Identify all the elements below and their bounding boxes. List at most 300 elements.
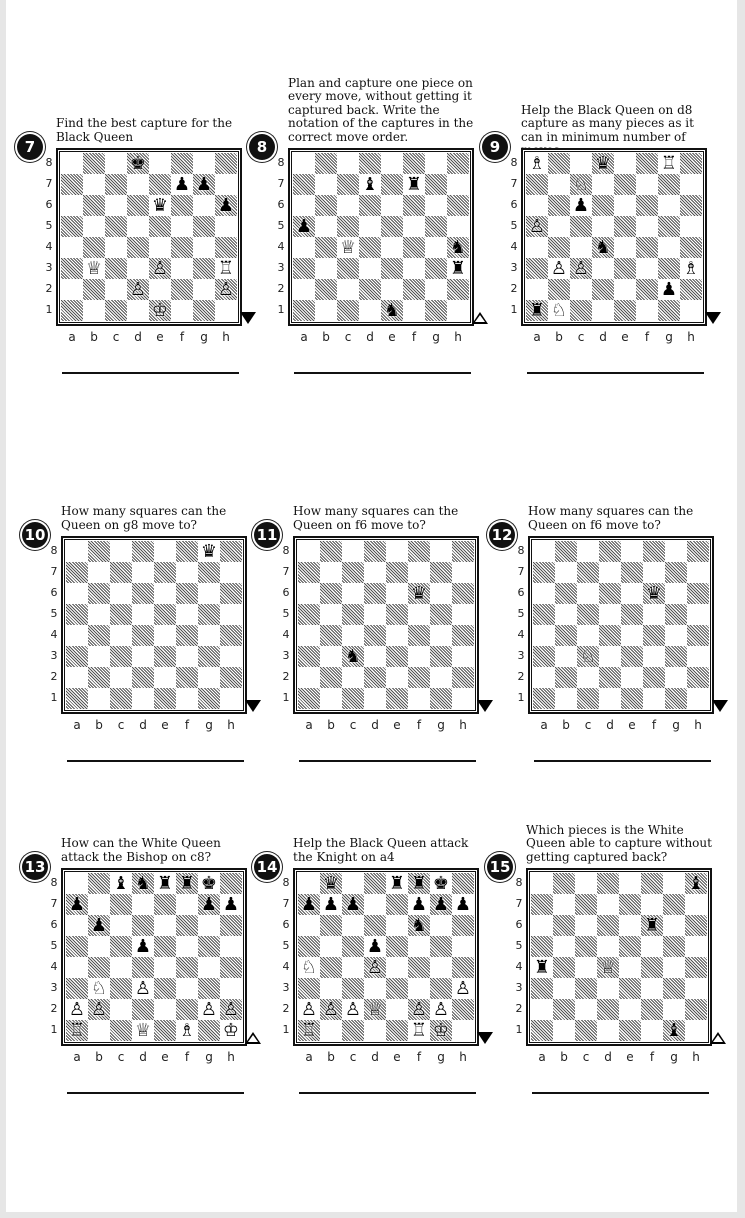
- square-f6[interactable]: [171, 195, 193, 216]
- square-c4[interactable]: [110, 957, 132, 978]
- square-b4[interactable]: [555, 625, 577, 646]
- square-f3[interactable]: [176, 978, 198, 999]
- square-b7[interactable]: [555, 562, 577, 583]
- square-d5[interactable]: [597, 936, 619, 957]
- square-g5[interactable]: [430, 936, 452, 957]
- square-f2[interactable]: [641, 999, 663, 1020]
- square-b8[interactable]: [320, 541, 342, 562]
- square-a7[interactable]: [61, 174, 83, 195]
- square-a3[interactable]: [66, 646, 88, 667]
- white-knight-icon[interactable]: ♘: [300, 957, 318, 978]
- square-b4[interactable]: [553, 957, 575, 978]
- square-f6[interactable]: [636, 195, 658, 216]
- square-f2[interactable]: [403, 279, 425, 300]
- square-c2[interactable]: [110, 667, 132, 688]
- square-b8[interactable]: [88, 541, 110, 562]
- square-b4[interactable]: [88, 957, 110, 978]
- square-f3[interactable]: [403, 258, 425, 279]
- square-a2[interactable]: [533, 667, 555, 688]
- square-h5[interactable]: [220, 936, 242, 957]
- black-rook-icon[interactable]: ♜: [405, 174, 423, 195]
- square-d1[interactable]: [599, 688, 621, 709]
- square-g4[interactable]: [658, 237, 680, 258]
- white-pawn-icon[interactable]: ♙: [550, 258, 568, 279]
- white-queen-icon[interactable]: ♕: [85, 258, 103, 279]
- white-knight-icon[interactable]: ♘: [572, 174, 590, 195]
- square-g6[interactable]: [663, 915, 685, 936]
- square-e2[interactable]: [619, 999, 641, 1020]
- square-f5[interactable]: [636, 216, 658, 237]
- square-e6[interactable]: [619, 915, 641, 936]
- square-c7[interactable]: [105, 174, 127, 195]
- black-pawn-icon[interactable]: ♟: [68, 894, 86, 915]
- white-pawn-icon[interactable]: ♙: [200, 999, 218, 1020]
- square-c4[interactable]: [575, 957, 597, 978]
- square-d3[interactable]: [599, 646, 621, 667]
- square-a6[interactable]: [298, 583, 320, 604]
- square-e4[interactable]: [149, 237, 171, 258]
- square-d6[interactable]: [359, 195, 381, 216]
- square-a4[interactable]: [61, 237, 83, 258]
- square-a2[interactable]: [293, 279, 315, 300]
- square-h7[interactable]: [447, 174, 469, 195]
- square-c3[interactable]: [575, 978, 597, 999]
- square-h1[interactable]: [680, 300, 702, 321]
- square-d6[interactable]: [127, 195, 149, 216]
- square-c8[interactable]: [337, 153, 359, 174]
- square-f4[interactable]: [636, 237, 658, 258]
- square-a8[interactable]: [61, 153, 83, 174]
- square-f7[interactable]: [176, 562, 198, 583]
- square-h8[interactable]: [220, 541, 242, 562]
- square-b4[interactable]: [548, 237, 570, 258]
- square-a3[interactable]: [526, 258, 548, 279]
- square-d1[interactable]: [132, 688, 154, 709]
- square-b6[interactable]: [553, 915, 575, 936]
- square-h8[interactable]: [680, 153, 702, 174]
- square-h1[interactable]: [447, 300, 469, 321]
- square-d8[interactable]: [132, 541, 154, 562]
- square-f3[interactable]: [176, 646, 198, 667]
- square-a2[interactable]: [61, 279, 83, 300]
- square-c7[interactable]: [110, 894, 132, 915]
- black-queen-icon[interactable]: ♛: [200, 541, 218, 562]
- black-pawn-icon[interactable]: ♟: [572, 195, 590, 216]
- square-f6[interactable]: [403, 195, 425, 216]
- square-h2[interactable]: [687, 667, 709, 688]
- square-a8[interactable]: [66, 541, 88, 562]
- square-b1[interactable]: [320, 1020, 342, 1041]
- white-king-icon[interactable]: ♔: [222, 1020, 240, 1041]
- square-h1[interactable]: [452, 688, 474, 709]
- square-d7[interactable]: [127, 174, 149, 195]
- square-d7[interactable]: [597, 894, 619, 915]
- square-c7[interactable]: [337, 174, 359, 195]
- square-g4[interactable]: [425, 237, 447, 258]
- black-knight-icon[interactable]: ♞: [344, 646, 362, 667]
- square-a4[interactable]: [66, 625, 88, 646]
- square-c4[interactable]: [105, 237, 127, 258]
- square-a5[interactable]: [66, 604, 88, 625]
- square-g7[interactable]: [425, 174, 447, 195]
- square-e2[interactable]: [386, 999, 408, 1020]
- square-a1[interactable]: [298, 688, 320, 709]
- square-d3[interactable]: [359, 258, 381, 279]
- square-a3[interactable]: [66, 978, 88, 999]
- square-g1[interactable]: [193, 300, 215, 321]
- square-d7[interactable]: [592, 174, 614, 195]
- square-e6[interactable]: [614, 195, 636, 216]
- white-pawn-icon[interactable]: ♙: [410, 999, 428, 1020]
- square-e4[interactable]: [621, 625, 643, 646]
- square-g5[interactable]: [430, 604, 452, 625]
- square-a8[interactable]: [298, 541, 320, 562]
- square-f1[interactable]: [641, 1020, 663, 1041]
- square-g2[interactable]: [430, 667, 452, 688]
- black-pawn-icon[interactable]: ♟: [217, 195, 235, 216]
- square-b1[interactable]: [555, 688, 577, 709]
- black-rook-icon[interactable]: ♜: [533, 957, 551, 978]
- square-f8[interactable]: [403, 153, 425, 174]
- square-f3[interactable]: [643, 646, 665, 667]
- black-bishop-icon[interactable]: ♝: [361, 174, 379, 195]
- square-e8[interactable]: [619, 873, 641, 894]
- square-h6[interactable]: [452, 583, 474, 604]
- square-h7[interactable]: [220, 562, 242, 583]
- square-b2[interactable]: [83, 279, 105, 300]
- square-c7[interactable]: [342, 562, 364, 583]
- square-a5[interactable]: [531, 936, 553, 957]
- square-e7[interactable]: [386, 894, 408, 915]
- answer-line[interactable]: [299, 760, 476, 762]
- square-e4[interactable]: [154, 957, 176, 978]
- square-f5[interactable]: [641, 936, 663, 957]
- white-pawn-icon[interactable]: ♙: [222, 999, 240, 1020]
- square-b5[interactable]: [548, 216, 570, 237]
- square-c8[interactable]: [105, 153, 127, 174]
- square-g3[interactable]: [658, 258, 680, 279]
- square-e3[interactable]: [386, 646, 408, 667]
- square-g3[interactable]: [198, 978, 220, 999]
- square-h2[interactable]: [685, 999, 707, 1020]
- square-c5[interactable]: [342, 604, 364, 625]
- square-e2[interactable]: [149, 279, 171, 300]
- square-g1[interactable]: [658, 300, 680, 321]
- square-b3[interactable]: [320, 978, 342, 999]
- square-a8[interactable]: [298, 873, 320, 894]
- black-pawn-icon[interactable]: ♟: [454, 894, 472, 915]
- square-d6[interactable]: [132, 915, 154, 936]
- square-g2[interactable]: [193, 279, 215, 300]
- square-e4[interactable]: [154, 625, 176, 646]
- square-f7[interactable]: [176, 894, 198, 915]
- square-b6[interactable]: [555, 583, 577, 604]
- square-b1[interactable]: [88, 1020, 110, 1041]
- square-g6[interactable]: [198, 583, 220, 604]
- square-b8[interactable]: [555, 541, 577, 562]
- white-rook-icon[interactable]: ♖: [410, 1020, 428, 1041]
- square-e8[interactable]: [154, 541, 176, 562]
- square-h5[interactable]: [215, 216, 237, 237]
- square-e2[interactable]: [621, 667, 643, 688]
- square-g6[interactable]: [425, 195, 447, 216]
- square-e7[interactable]: [386, 562, 408, 583]
- black-queen-icon[interactable]: ♛: [410, 583, 428, 604]
- square-f8[interactable]: [171, 153, 193, 174]
- square-g6[interactable]: [198, 915, 220, 936]
- square-e1[interactable]: [154, 1020, 176, 1041]
- square-d7[interactable]: [599, 562, 621, 583]
- square-b7[interactable]: [553, 894, 575, 915]
- white-pawn-icon[interactable]: ♙: [134, 978, 152, 999]
- square-c4[interactable]: [110, 625, 132, 646]
- square-a3[interactable]: [298, 646, 320, 667]
- square-d5[interactable]: [127, 216, 149, 237]
- square-b6[interactable]: [88, 583, 110, 604]
- white-pawn-icon[interactable]: ♙: [300, 999, 318, 1020]
- square-e3[interactable]: [381, 258, 403, 279]
- square-b5[interactable]: [88, 936, 110, 957]
- square-f7[interactable]: [643, 562, 665, 583]
- square-a7[interactable]: [293, 174, 315, 195]
- square-d4[interactable]: [599, 625, 621, 646]
- square-f5[interactable]: [408, 604, 430, 625]
- square-a5[interactable]: [298, 936, 320, 957]
- square-a4[interactable]: [66, 957, 88, 978]
- square-d7[interactable]: [364, 894, 386, 915]
- square-g7[interactable]: [665, 562, 687, 583]
- square-g6[interactable]: [193, 195, 215, 216]
- square-a8[interactable]: [293, 153, 315, 174]
- square-e3[interactable]: [619, 978, 641, 999]
- black-knight-icon[interactable]: ♞: [134, 873, 152, 894]
- square-e3[interactable]: [621, 646, 643, 667]
- square-d8[interactable]: [364, 873, 386, 894]
- square-f3[interactable]: [636, 258, 658, 279]
- answer-line[interactable]: [299, 1092, 476, 1094]
- square-g7[interactable]: [430, 562, 452, 583]
- square-h6[interactable]: [220, 915, 242, 936]
- white-pawn-icon[interactable]: ♙: [90, 999, 108, 1020]
- square-c8[interactable]: [342, 541, 364, 562]
- square-a6[interactable]: [531, 915, 553, 936]
- square-a2[interactable]: [526, 279, 548, 300]
- square-d7[interactable]: [132, 562, 154, 583]
- square-a6[interactable]: [293, 195, 315, 216]
- square-f6[interactable]: [176, 583, 198, 604]
- square-f4[interactable]: [641, 957, 663, 978]
- square-h7[interactable]: [215, 174, 237, 195]
- white-rook-icon[interactable]: ♖: [217, 258, 235, 279]
- square-f2[interactable]: [408, 667, 430, 688]
- square-d3[interactable]: [592, 258, 614, 279]
- black-rook-icon[interactable]: ♜: [528, 300, 546, 321]
- square-g1[interactable]: [665, 688, 687, 709]
- square-d5[interactable]: [599, 604, 621, 625]
- square-f4[interactable]: [408, 957, 430, 978]
- square-h8[interactable]: [447, 153, 469, 174]
- square-h3[interactable]: [452, 646, 474, 667]
- square-b7[interactable]: [83, 174, 105, 195]
- square-g7[interactable]: [663, 894, 685, 915]
- square-b6[interactable]: [320, 915, 342, 936]
- square-e6[interactable]: [154, 915, 176, 936]
- square-d2[interactable]: [599, 667, 621, 688]
- square-b5[interactable]: [320, 604, 342, 625]
- square-f4[interactable]: [171, 237, 193, 258]
- square-c2[interactable]: [570, 279, 592, 300]
- square-g8[interactable]: [425, 153, 447, 174]
- white-rook-icon[interactable]: ♖: [660, 153, 678, 174]
- square-c7[interactable]: [110, 562, 132, 583]
- square-e5[interactable]: [381, 216, 403, 237]
- square-d1[interactable]: [592, 300, 614, 321]
- black-pawn-icon[interactable]: ♟: [90, 915, 108, 936]
- black-pawn-icon[interactable]: ♟: [300, 894, 318, 915]
- square-b7[interactable]: [88, 562, 110, 583]
- square-f5[interactable]: [643, 604, 665, 625]
- square-f5[interactable]: [403, 216, 425, 237]
- square-g4[interactable]: [198, 957, 220, 978]
- square-a3[interactable]: [531, 978, 553, 999]
- square-c6[interactable]: [577, 583, 599, 604]
- square-b6[interactable]: [320, 583, 342, 604]
- square-e1[interactable]: [619, 1020, 641, 1041]
- black-rook-icon[interactable]: ♜: [449, 258, 467, 279]
- square-c2[interactable]: [577, 667, 599, 688]
- square-e7[interactable]: [149, 174, 171, 195]
- square-b2[interactable]: [320, 667, 342, 688]
- square-c8[interactable]: [110, 541, 132, 562]
- square-h5[interactable]: [452, 936, 474, 957]
- square-e8[interactable]: [621, 541, 643, 562]
- square-c1[interactable]: [105, 300, 127, 321]
- square-b2[interactable]: [548, 279, 570, 300]
- square-g4[interactable]: [430, 625, 452, 646]
- square-g4[interactable]: [663, 957, 685, 978]
- square-h2[interactable]: [452, 999, 474, 1020]
- square-e8[interactable]: [381, 153, 403, 174]
- square-f4[interactable]: [643, 625, 665, 646]
- square-a1[interactable]: [531, 1020, 553, 1041]
- square-g6[interactable]: [665, 583, 687, 604]
- square-a2[interactable]: [66, 667, 88, 688]
- square-a3[interactable]: [533, 646, 555, 667]
- square-c4[interactable]: [570, 237, 592, 258]
- square-b3[interactable]: [320, 646, 342, 667]
- black-king-icon[interactable]: ♚: [200, 873, 218, 894]
- square-e1[interactable]: [621, 688, 643, 709]
- white-king-icon[interactable]: ♔: [432, 1020, 450, 1041]
- square-b1[interactable]: [83, 300, 105, 321]
- square-g6[interactable]: [430, 583, 452, 604]
- square-f5[interactable]: [171, 216, 193, 237]
- square-c5[interactable]: [337, 216, 359, 237]
- white-knight-icon[interactable]: ♘: [90, 978, 108, 999]
- square-f6[interactable]: [176, 915, 198, 936]
- white-queen-icon[interactable]: ♕: [134, 1020, 152, 1041]
- square-g5[interactable]: [198, 936, 220, 957]
- white-pawn-icon[interactable]: ♙: [151, 258, 169, 279]
- square-h5[interactable]: [452, 604, 474, 625]
- square-c1[interactable]: [342, 1020, 364, 1041]
- white-knight-icon[interactable]: ♘: [579, 646, 597, 667]
- square-a7[interactable]: [66, 562, 88, 583]
- answer-line[interactable]: [527, 372, 704, 374]
- white-bishop-icon[interactable]: ♗: [528, 153, 546, 174]
- square-a1[interactable]: [533, 688, 555, 709]
- square-g2[interactable]: [665, 667, 687, 688]
- square-f8[interactable]: [643, 541, 665, 562]
- white-pawn-icon[interactable]: ♙: [528, 216, 546, 237]
- square-e7[interactable]: [154, 562, 176, 583]
- square-b5[interactable]: [315, 216, 337, 237]
- square-h8[interactable]: [687, 541, 709, 562]
- white-knight-icon[interactable]: ♘: [550, 300, 568, 321]
- square-d4[interactable]: [132, 957, 154, 978]
- black-pawn-icon[interactable]: ♟: [200, 894, 218, 915]
- square-c6[interactable]: [105, 195, 127, 216]
- black-pawn-icon[interactable]: ♟: [432, 894, 450, 915]
- square-c1[interactable]: [110, 688, 132, 709]
- square-e5[interactable]: [154, 604, 176, 625]
- square-a5[interactable]: [66, 936, 88, 957]
- square-a6[interactable]: [66, 915, 88, 936]
- square-h6[interactable]: [685, 915, 707, 936]
- black-knight-icon[interactable]: ♞: [383, 300, 401, 321]
- square-a6[interactable]: [66, 583, 88, 604]
- black-queen-icon[interactable]: ♛: [645, 583, 663, 604]
- square-c5[interactable]: [575, 936, 597, 957]
- square-g3[interactable]: [198, 646, 220, 667]
- square-e7[interactable]: [621, 562, 643, 583]
- square-c5[interactable]: [110, 936, 132, 957]
- square-d1[interactable]: [127, 300, 149, 321]
- square-e3[interactable]: [386, 978, 408, 999]
- square-d6[interactable]: [364, 915, 386, 936]
- square-a5[interactable]: [298, 604, 320, 625]
- square-b4[interactable]: [320, 625, 342, 646]
- square-e2[interactable]: [154, 999, 176, 1020]
- square-h1[interactable]: [452, 1020, 474, 1041]
- square-b5[interactable]: [553, 936, 575, 957]
- square-d6[interactable]: [599, 583, 621, 604]
- black-pawn-icon[interactable]: ♟: [366, 936, 384, 957]
- square-h2[interactable]: [452, 667, 474, 688]
- square-g2[interactable]: [198, 667, 220, 688]
- square-c2[interactable]: [110, 999, 132, 1020]
- black-knight-icon[interactable]: ♞: [449, 237, 467, 258]
- square-a8[interactable]: [66, 873, 88, 894]
- square-g3[interactable]: [430, 646, 452, 667]
- square-d2[interactable]: [597, 999, 619, 1020]
- square-a5[interactable]: [533, 604, 555, 625]
- square-c5[interactable]: [105, 216, 127, 237]
- square-b4[interactable]: [315, 237, 337, 258]
- square-e5[interactable]: [154, 936, 176, 957]
- white-pawn-icon[interactable]: ♙: [129, 279, 147, 300]
- square-f2[interactable]: [171, 279, 193, 300]
- square-d3[interactable]: [597, 978, 619, 999]
- square-e6[interactable]: [386, 915, 408, 936]
- square-e7[interactable]: [619, 894, 641, 915]
- square-d5[interactable]: [592, 216, 614, 237]
- square-g8[interactable]: [430, 541, 452, 562]
- white-pawn-icon[interactable]: ♙: [366, 957, 384, 978]
- black-bishop-icon[interactable]: ♝: [112, 873, 130, 894]
- white-pawn-icon[interactable]: ♙: [344, 999, 362, 1020]
- square-h4[interactable]: [685, 957, 707, 978]
